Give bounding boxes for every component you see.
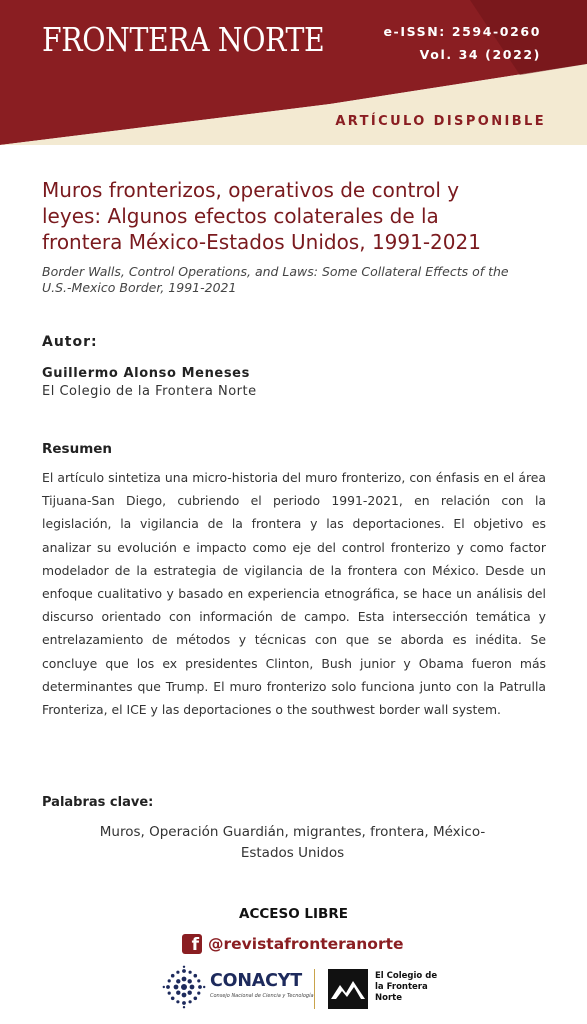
colef-logo-text: El Colegio de la Frontera Norte (375, 971, 438, 1003)
author-heading: Autor: (42, 334, 98, 350)
logo-divider (314, 969, 315, 1009)
conacyt-logo-text: CONACYT (210, 971, 302, 991)
conacyt-logo-subtitle: Consejo Nacional de Ciencia y Tecnología (210, 993, 314, 999)
article-title-english: Border Walls, Control Operations, and Laws: Some Collateral Effects of the U.S.-Mexico Border, 1991-2021 (42, 264, 509, 295)
volume-label: Vol. 34 (2022) (419, 47, 541, 62)
abstract-heading: Resumen (42, 441, 113, 457)
journal-title: FRONTERA NORTE (42, 20, 325, 59)
facebook-icon[interactable]: f (182, 934, 202, 954)
social-handle[interactable]: @revistafronteranorte (208, 935, 404, 953)
author-name: Guillermo Alonso Meneses (42, 366, 250, 381)
keywords-text: Muros, Operación Guardián, migrantes, frontera, México-Estados Unidos (99, 824, 486, 861)
social-link[interactable] (182, 932, 404, 956)
journal-header (0, 0, 587, 145)
colef-logo-icon (328, 969, 368, 1009)
keywords-heading: Palabras clave: (42, 795, 154, 810)
conacyt-logo-icon (162, 965, 206, 1009)
author-affiliation: El Colegio de la Frontera Norte (42, 384, 257, 399)
sponsor-logos (160, 963, 460, 1013)
article-title: Muros fronterizos, operativos de control y leyes: Algunos efectos colaterales de la frontera México-Estados Unidos, 1991-2021 (42, 178, 481, 254)
open-access-label: ACCESO LIBRE (239, 906, 348, 922)
abstract-text: El artículo sintetiza una micro-historia del muro fronterizo, con énfasis en el área Tijuana-San Diego, cubriendo el periodo 1991-2021, en relación con la legislación, la vigilancia de la frontera y las deportaciones. El objetivo es analizar su evolución e impacto como eje del control fronterizo y como factor modelador de la estrategia de vigilancia de la frontera con México. Desde un enfoque cualitativo y basado en experiencia etnográfica, se hace un análisis del discurso orientado con información de campo. Esta intersección temática y entrelazamiento de métodos y técnicas con que se aborda es inédita. Se concluye que los ex presidentes Clinton, Bush junior y Obama fueron más determinantes que Trump. El muro fronterizo solo funciona junto con la Patrulla Fronteriza, el ICE y las deportaciones o the southwest border wall system. (42, 470, 546, 718)
article-status: ARTÍCULO DISPONIBLE (335, 114, 546, 129)
issn-label: e-ISSN: 2594-0260 (383, 24, 541, 39)
